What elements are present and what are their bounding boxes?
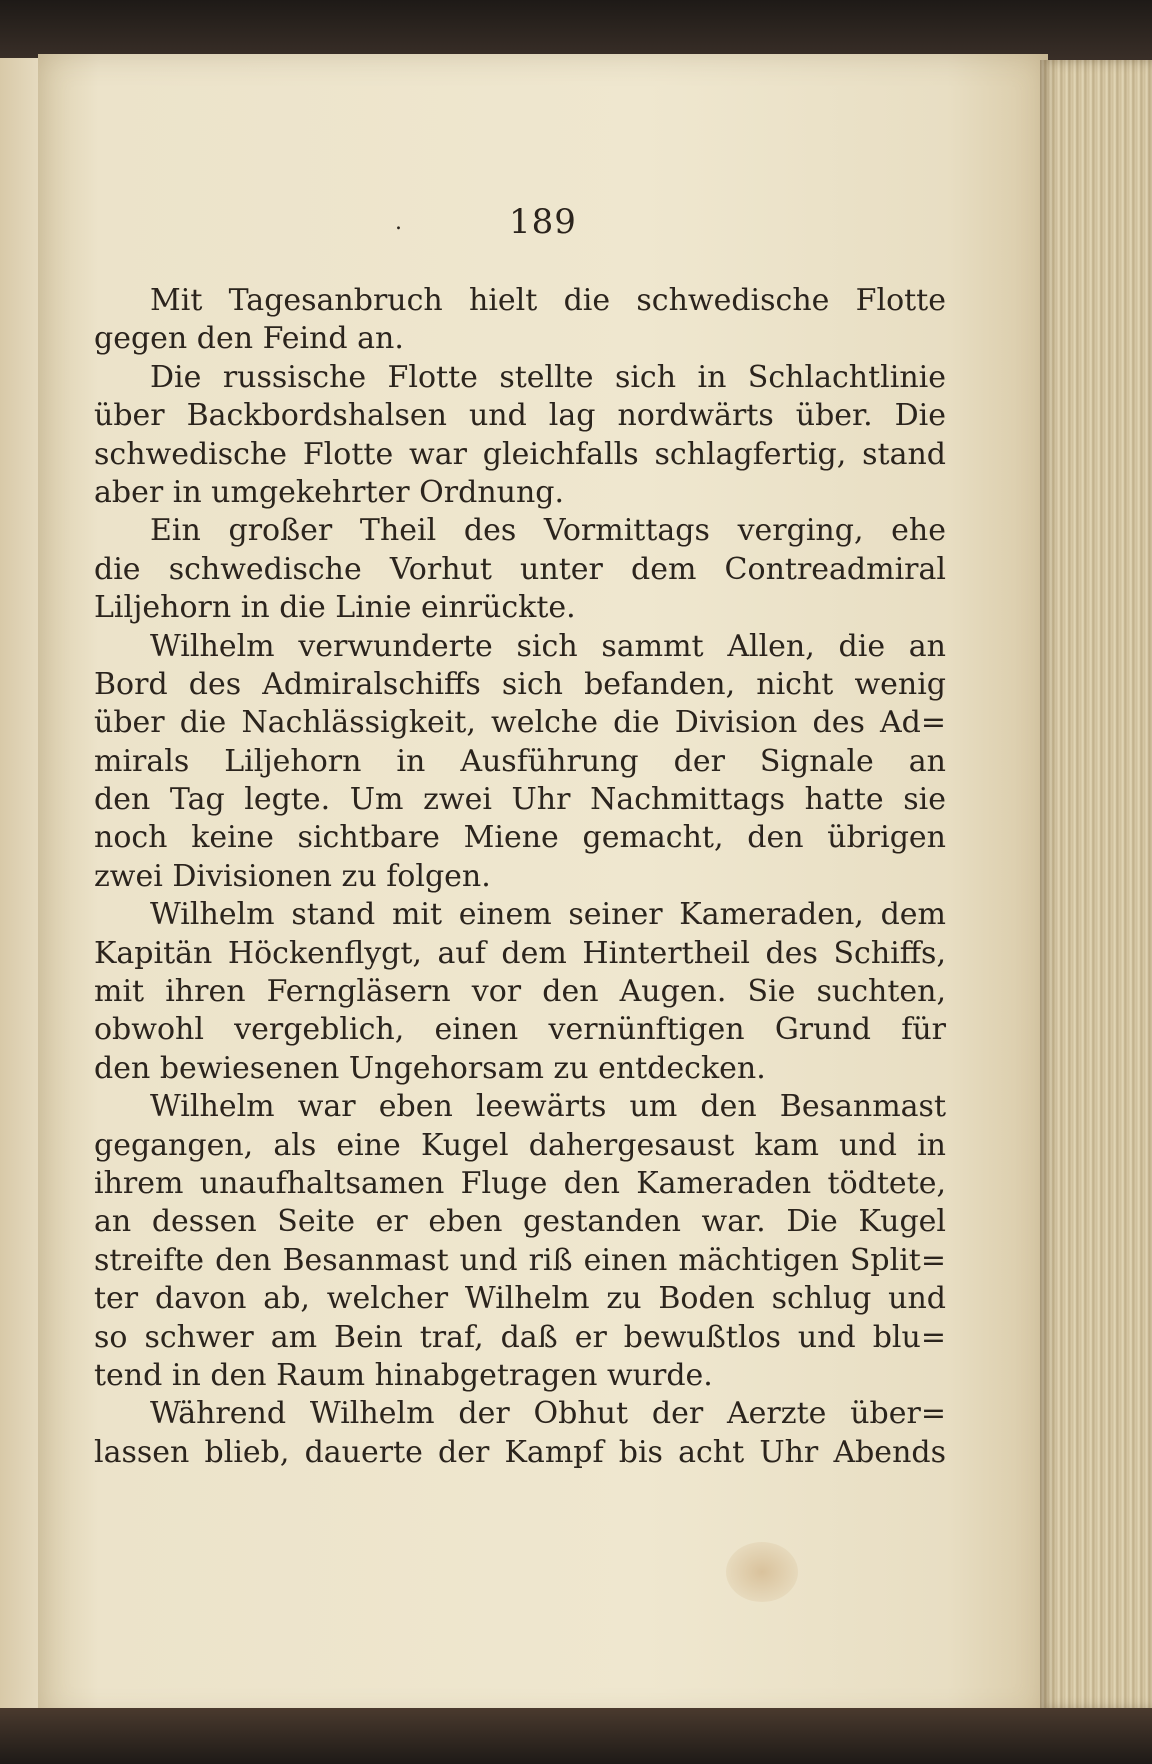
- text-line: obwohl vergeblich, einen vernünftigen Grund für: [94, 1012, 946, 1048]
- text-line: schwedische Flotte war gleichfalls schlagfertig, stand: [94, 436, 946, 472]
- paper-stain: [726, 1542, 798, 1602]
- text-line: Kapitän Höckenflygt, auf dem Hintertheil des Schiffs,: [94, 935, 946, 971]
- text-line: aber in umgekehrter Ordnung.: [94, 474, 565, 510]
- page-mark: .: [395, 210, 403, 235]
- text-line: gegen den Feind an.: [94, 321, 404, 357]
- text-line: Wilhelm stand mit einem seiner Kameraden, dem: [150, 897, 946, 933]
- text-line: zwei Divisionen zu folgen.: [94, 858, 491, 894]
- text-line: den Tag legte. Um zwei Uhr Nachmittags hatte sie: [94, 782, 946, 818]
- text-line: mirals Liljehorn in Ausführung der Signale an: [94, 743, 946, 779]
- page-number-text: 189: [509, 202, 577, 242]
- text-line: mit ihren Ferngläsern vor den Augen. Sie suchten,: [94, 974, 946, 1010]
- text-line: ter davon ab, welcher Wilhelm zu Boden schlug und: [94, 1281, 946, 1317]
- text-line: so schwer am Bein traf, daß er bewußtlos und blu=: [94, 1319, 946, 1355]
- text-line: Bord des Admiralschiffs sich befanden, nicht wenig: [94, 666, 946, 702]
- text-line: an dessen Seite er eben gestanden war. Die Kugel: [94, 1204, 946, 1240]
- left-page-edge: [0, 58, 42, 1718]
- book-cover-bottom: [0, 1708, 1152, 1764]
- text-line: die schwedische Vorhut unter dem Contreadmiral: [94, 551, 946, 587]
- text-line: Wilhelm war eben leewärts um den Besanmast: [150, 1089, 946, 1125]
- text-line: lassen blieb, dauerte der Kampf bis acht Uhr Abends: [94, 1434, 946, 1470]
- text-line: den bewiesenen Ungehorsam zu entdecken.: [94, 1050, 766, 1086]
- text-line: Die russische Flotte stellte sich in Schlachtlinie: [150, 359, 946, 395]
- text-line: gegangen, als eine Kugel dahergesaust kam und in: [94, 1127, 946, 1163]
- page-number: [38, 202, 1048, 242]
- body-text: [94, 282, 946, 1472]
- text-line: über die Nachlässigkeit, welche die Division des Ad=: [94, 705, 946, 741]
- book-cover-top: [0, 0, 1152, 62]
- book-page: [38, 54, 1048, 1720]
- text-line: ihrem unaufhaltsamen Fluge den Kameraden tödtete,: [94, 1165, 946, 1201]
- text-line: Während Wilhelm der Obhut der Aerzte über=: [150, 1396, 946, 1432]
- text-line: streifte den Besanmast und riß einen mächtigen Split=: [94, 1242, 946, 1278]
- text-line: Wilhelm verwunderte sich sammt Allen, die an: [150, 628, 946, 664]
- text-line: noch keine sichtbare Miene gemacht, den übrigen: [94, 820, 946, 856]
- text-line: Ein großer Theil des Vormittags verging, ehe: [150, 513, 946, 549]
- text-line: tend in den Raum hinabgetragen wurde.: [94, 1357, 713, 1393]
- page-edges: [1040, 60, 1152, 1710]
- text-line: Liljehorn in die Linie einrückte.: [94, 590, 576, 626]
- text-line: über Backbordshalsen und lag nordwärts über. Die: [94, 398, 946, 434]
- text-line: Mit Tagesanbruch hielt die schwedische Flotte: [150, 283, 946, 318]
